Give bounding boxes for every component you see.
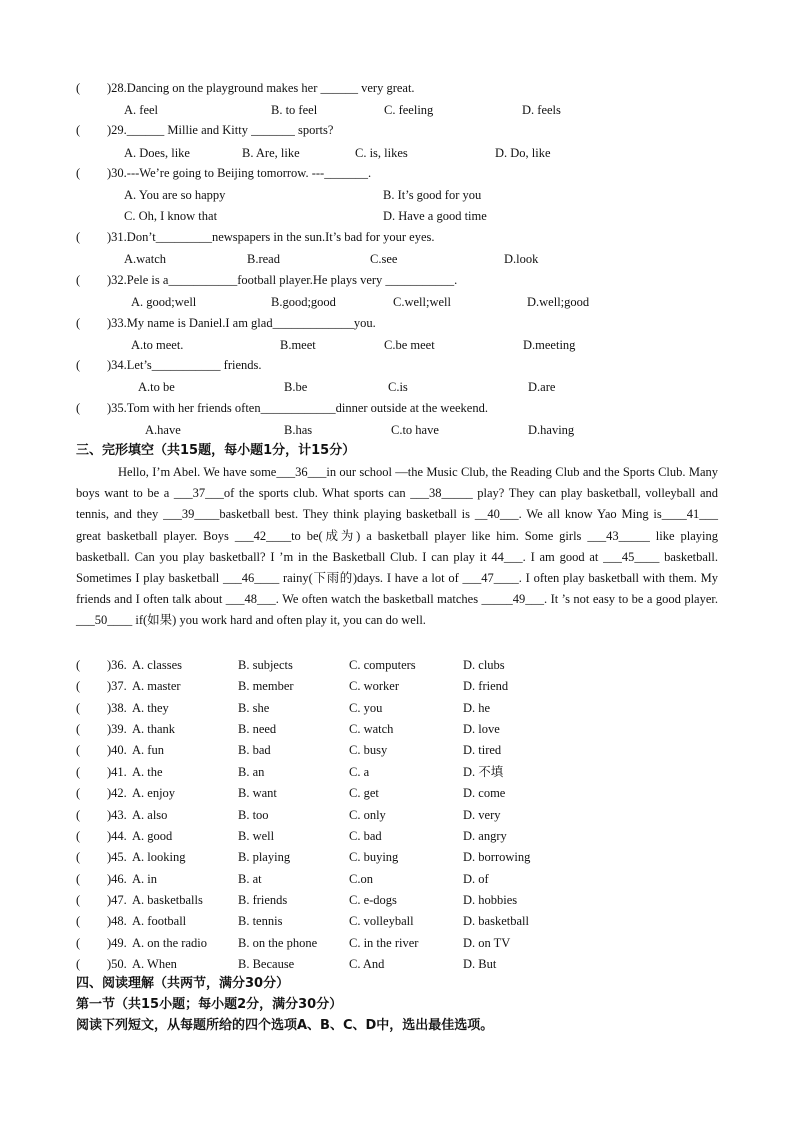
question-33: )33.My name is Daniel.I am glad_____________you. <box>107 316 376 330</box>
cloze-option-d: D. he <box>463 700 491 715</box>
cloze-option-a: A. classes <box>132 658 182 672</box>
q28-option-c: C. feeling <box>384 103 434 117</box>
answer-paren: ( <box>76 679 81 694</box>
answer-paren: ( <box>76 786 81 801</box>
section4-title: 四、阅读理解（共两节，满分30分） <box>76 976 290 991</box>
cloze-option-a: A. fun <box>132 743 164 758</box>
cloze-option-c: C. volleyball <box>349 914 414 929</box>
cloze-option-d: D. clubs <box>463 658 505 672</box>
cloze-question-number: )50. <box>107 956 127 971</box>
q30-option-b: B. It’s good for you <box>383 188 482 202</box>
answer-paren: ( <box>76 828 81 843</box>
answer-paren: ( <box>76 123 81 137</box>
q35-option-a: A.have <box>145 423 181 437</box>
cloze-option-a: A. basketballs <box>132 892 203 907</box>
q32-option-d: D.well;good <box>527 295 590 309</box>
answer-paren: ( <box>76 871 81 886</box>
q34-option-d: D.are <box>528 380 556 394</box>
answer-paren: ( <box>76 316 81 330</box>
cloze-option-a: A. on the radio <box>132 935 207 950</box>
q34-option-c: C.is <box>388 380 408 394</box>
cloze-option-b: B. friends <box>238 892 288 907</box>
q28-option-b: B. to feel <box>271 103 318 117</box>
cloze-option-c: C.on <box>349 871 373 886</box>
q30-option-d: D. Have a good time <box>383 209 487 223</box>
cloze-option-b: B. bad <box>238 743 271 758</box>
question-28: )28.Dancing on the playground makes her ______ very great. <box>107 81 415 95</box>
cloze-option-a: A. good <box>132 828 173 843</box>
cloze-question-number: )38. <box>107 700 127 715</box>
cloze-option-b: B. well <box>238 828 275 843</box>
cloze-question-number: )42. <box>107 786 127 801</box>
cloze-option-d: D. on TV <box>463 935 511 950</box>
q33-option-a: A.to meet. <box>131 338 184 352</box>
q31-option-a: A.watch <box>124 252 166 266</box>
cloze-question-number: )41. <box>107 764 127 779</box>
cloze-question-number: )43. <box>107 807 127 822</box>
cloze-option-c: C. get <box>349 786 379 801</box>
cloze-option-b: B. an <box>238 764 265 779</box>
cloze-option-b: B. on the phone <box>238 935 318 950</box>
answer-paren: ( <box>76 273 81 287</box>
question-34: )34.Let’s___________ friends. <box>107 358 262 372</box>
cloze-option-b: B. she <box>238 700 270 715</box>
cloze-option-d: D. basketball <box>463 914 529 929</box>
q32-option-b: B.good;good <box>271 295 336 309</box>
cloze-option-b: B. tennis <box>238 914 283 929</box>
cloze-option-b: B. member <box>238 679 294 694</box>
cloze-option-a: A. football <box>132 914 187 929</box>
cloze-option-b: B. too <box>238 807 269 822</box>
answer-paren: ( <box>76 358 81 372</box>
answer-paren: ( <box>76 230 81 244</box>
cloze-question-number: )48. <box>107 914 127 929</box>
cloze-option-d: D. angry <box>463 828 507 843</box>
cloze-option-b: B. playing <box>238 850 291 865</box>
answer-paren: ( <box>76 935 81 950</box>
cloze-option-b: B. want <box>238 786 277 801</box>
q35-option-d: D.having <box>528 423 575 437</box>
cloze-option-a: A. thank <box>132 722 176 736</box>
cloze-question-number: )36. <box>107 658 127 672</box>
cloze-option-c: C. And <box>349 956 385 971</box>
cloze-option-d: D. tired <box>463 743 502 758</box>
cloze-option-c: C. bad <box>349 828 382 843</box>
cloze-option-b: B. subjects <box>238 658 293 672</box>
question-31: )31.Don’t_________newspapers in the sun.It’s bad for your eyes. <box>107 230 435 244</box>
cloze-option-c: C. watch <box>349 722 394 736</box>
cloze-option-d: D. friend <box>463 679 509 694</box>
question-29: )29.______ Millie and Kitty _______ sports? <box>107 123 334 137</box>
q32-option-a: A. good;well <box>131 295 197 309</box>
answer-paren: ( <box>76 81 81 95</box>
cloze-option-a: A. also <box>132 807 168 822</box>
cloze-option-a: A. in <box>132 871 157 886</box>
q31-option-b: B.read <box>247 252 280 266</box>
q28-option-a: A. feel <box>124 103 159 117</box>
question-30: )30.---We’re going to Beijing tomorrow. ---_______. <box>107 166 372 180</box>
answer-paren: ( <box>76 892 81 907</box>
cloze-question-number: )46. <box>107 871 127 886</box>
cloze-option-c: C. in the river <box>349 935 419 950</box>
q29-option-b: B. Are, like <box>242 146 300 160</box>
q33-option-d: D.meeting <box>523 338 576 352</box>
q29-option-d: D. Do, like <box>495 146 551 160</box>
q34-option-b: B.be <box>284 380 308 394</box>
cloze-option-d: D. of <box>463 871 489 886</box>
cloze-option-c: C. e-dogs <box>349 892 397 907</box>
cloze-option-d: D. borrowing <box>463 850 531 865</box>
section3-title: 三、完形填空（共15题，每小题1分，计15分） <box>76 443 356 458</box>
cloze-option-a: A. they <box>132 700 169 715</box>
cloze-option-c: C. worker <box>349 679 399 694</box>
cloze-option-a: A. When <box>132 956 177 971</box>
q31-option-c: C.see <box>370 252 398 266</box>
cloze-question-number: )39. <box>107 722 127 736</box>
cloze-option-b: B. need <box>238 722 277 736</box>
q33-option-c: C.be meet <box>384 338 435 352</box>
q34-option-a: A.to be <box>138 380 175 394</box>
cloze-question-number: )40. <box>107 743 127 758</box>
cloze-option-d: D. hobbies <box>463 892 518 907</box>
cloze-question-number: )45. <box>107 850 127 865</box>
cloze-option-d: D. very <box>463 807 501 822</box>
cloze-question-number: )49. <box>107 935 127 950</box>
q29-option-c: C. is, likes <box>355 146 408 160</box>
cloze-option-a: A. master <box>132 679 181 694</box>
cloze-option-d: D. come <box>463 786 506 801</box>
cloze-option-a: A. the <box>132 764 163 779</box>
answer-paren: ( <box>76 743 81 758</box>
answer-paren: ( <box>76 166 81 180</box>
q30-option-a: A. You are so happy <box>124 188 226 202</box>
cloze-option-c: C. computers <box>349 658 416 672</box>
cloze-option-a: A. looking <box>132 850 186 865</box>
q35-option-b: B.has <box>284 423 313 437</box>
answer-paren: ( <box>76 722 81 736</box>
cloze-option-b: B. Because <box>238 956 295 971</box>
q35-option-c: C.to have <box>391 423 439 437</box>
q28-option-d: D. feels <box>522 103 561 117</box>
cloze-question-number: )44. <box>107 828 127 843</box>
q30-option-c: C. Oh, I know that <box>124 209 218 223</box>
question-32: )32.Pele is a___________football player.He plays very ___________. <box>107 273 458 287</box>
cloze-option-c: C. you <box>349 700 383 715</box>
cloze-option-d: D. 不填 <box>463 764 504 779</box>
q29-option-a: A. Does, like <box>124 146 190 160</box>
question-35: )35.Tom with her friends often____________dinner outside at the weekend. <box>107 401 488 415</box>
answer-paren: ( <box>76 850 81 865</box>
cloze-passage: Hello, I’m Abel. We have some___36___in our school —the Music Club, the Reading Club and the Sports Club. Many boys want to be a ___37___of the sports club. What sports can ___38_____ play? They can play basketball, volleyball and tennis, and they ___39____basketball best. They think playing basketball is __40___. We all know Yao Ming is____41___ great basketball player. Boys ___42____to be(成为) a basketball player like him. Some girls ___43_____ like playing basketball. Can you play basketball? I ’m in the Basketball Club. I can play it 44___. I am good at ___45____ basketball. Sometimes I play basketball ___46____ rainy(下雨的)days. I have a lot of ___47____. I often play basketball with them. My friends and I often talk about ___48___. We often watch the basketball matches _____49___. It ’s not easy to be a good player. ___50____ if(如果) you work hard and often play it, you can do well. <box>76 465 718 628</box>
cloze-question-number: )37. <box>107 679 127 694</box>
cloze-option-d: D. love <box>463 722 500 736</box>
cloze-question-number: )47. <box>107 892 127 907</box>
section4-subtitle: 第一节（共15小题；每小题2分，满分30分） <box>76 997 343 1012</box>
answer-paren: ( <box>76 956 81 971</box>
answer-paren: ( <box>76 807 81 822</box>
cloze-option-b: B. at <box>238 871 262 886</box>
answer-paren: ( <box>76 914 81 929</box>
answer-paren: ( <box>76 700 81 715</box>
section4-instruction: 阅读下列短文，从每题所给的四个选项A、B、C、D中，选出最佳选项。 <box>76 1018 494 1033</box>
answer-paren: ( <box>76 764 81 779</box>
answer-paren: ( <box>76 401 81 415</box>
cloze-option-c: C. only <box>349 807 386 822</box>
answer-paren: ( <box>76 658 81 672</box>
q33-option-b: B.meet <box>280 338 316 352</box>
cloze-option-c: C. busy <box>349 743 388 758</box>
cloze-option-d: D. But <box>463 956 497 971</box>
q31-option-d: D.look <box>504 252 539 266</box>
q32-option-c: C.well;well <box>393 295 451 309</box>
cloze-option-c: C. a <box>349 764 370 779</box>
cloze-option-a: A. enjoy <box>132 786 176 801</box>
cloze-option-c: C. buying <box>349 850 399 865</box>
